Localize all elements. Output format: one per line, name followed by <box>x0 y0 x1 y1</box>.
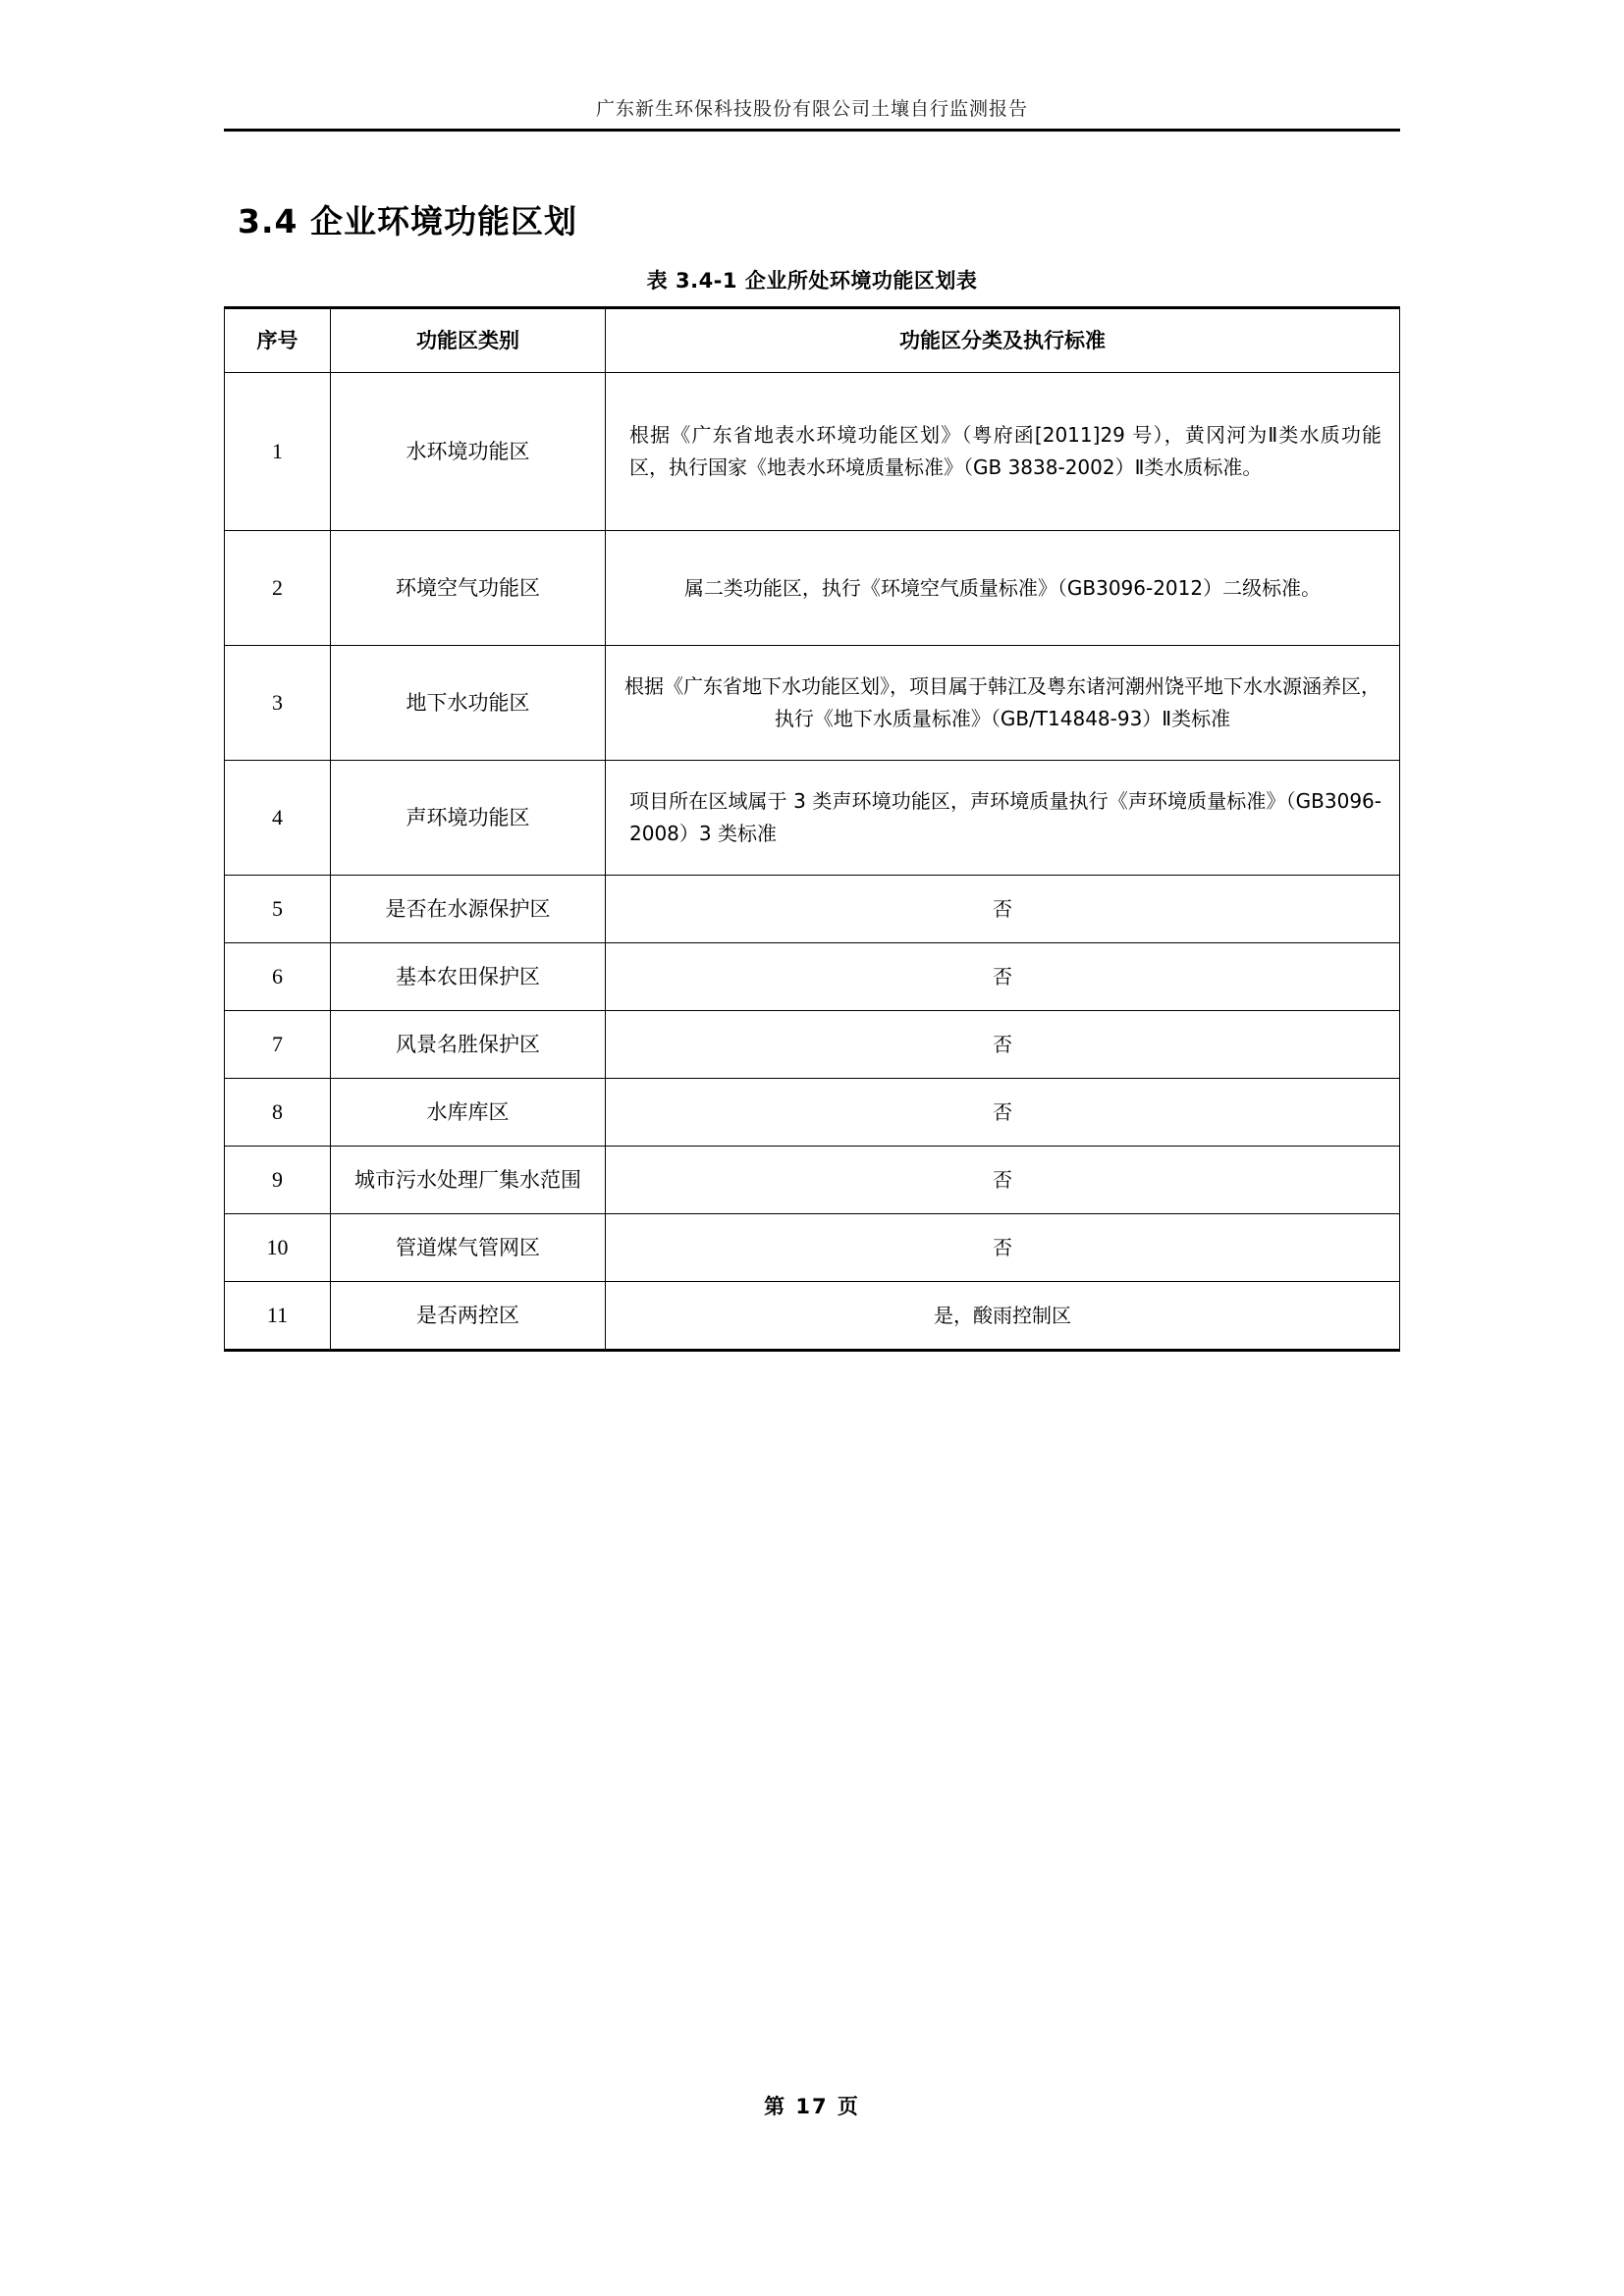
cell-category: 城市污水处理厂集水范围 <box>331 1147 606 1214</box>
table-row <box>225 373 1400 531</box>
cell-category: 是否两控区 <box>331 1282 606 1351</box>
cell-standard: 否 <box>606 1147 1400 1214</box>
column-header-category: 功能区类别 <box>331 308 606 373</box>
cell-index: 10 <box>225 1214 331 1282</box>
cell-standard: 是，酸雨控制区 <box>606 1282 1400 1351</box>
table-row <box>225 761 1400 876</box>
cell-index: 4 <box>225 761 331 876</box>
cell-index: 3 <box>225 646 331 761</box>
table-caption: 表 3.4-1 企业所处环境功能区划表 <box>646 269 978 293</box>
table-row <box>225 531 1400 646</box>
cell-standard: 根据《广东省地表水环境功能区划》（粤府函[2011]29 号），黄冈河为Ⅱ类水质功能区，执行国家《地表水环境质量标准》（GB 3838-2002）Ⅱ类水质标准。 <box>606 373 1400 531</box>
cell-category: 地下水功能区 <box>331 646 606 761</box>
cell-category: 基本农田保护区 <box>331 943 606 1011</box>
cell-standard: 否 <box>606 876 1400 943</box>
environment-zoning-table <box>224 306 1400 1352</box>
table-row <box>225 1147 1400 1214</box>
cell-standard: 否 <box>606 943 1400 1011</box>
cell-category: 管道煤气管网区 <box>331 1214 606 1282</box>
page-footer: 第 17 页 <box>764 2095 860 2118</box>
cell-index: 9 <box>225 1147 331 1214</box>
cell-standard: 根据《广东省地下水功能区划》，项目属于韩江及粤东诸河潮州饶平地下水水源涵养区，执行《地下水质量标准》（GB/T14848-93）Ⅱ类标准 <box>606 646 1400 761</box>
cell-standard: 否 <box>606 1011 1400 1079</box>
cell-index: 7 <box>225 1011 331 1079</box>
table-row <box>225 646 1400 761</box>
cell-index: 11 <box>225 1282 331 1351</box>
table-row <box>225 876 1400 943</box>
cell-category: 风景名胜保护区 <box>331 1011 606 1079</box>
cell-index: 2 <box>225 531 331 646</box>
table-row <box>225 943 1400 1011</box>
cell-category: 环境空气功能区 <box>331 531 606 646</box>
cell-standard: 否 <box>606 1079 1400 1147</box>
table-row <box>225 1079 1400 1147</box>
running-header: 广东新生环保科技股份有限公司土壤自行监测报告 <box>595 98 1028 120</box>
cell-standard: 否 <box>606 1214 1400 1282</box>
table-row <box>225 1282 1400 1351</box>
cell-standard: 属二类功能区，执行《环境空气质量标准》（GB3096-2012）二级标准。 <box>606 531 1400 646</box>
table-row <box>225 1011 1400 1079</box>
cell-category: 声环境功能区 <box>331 761 606 876</box>
cell-index: 6 <box>225 943 331 1011</box>
cell-category: 水环境功能区 <box>331 373 606 531</box>
cell-index: 8 <box>225 1079 331 1147</box>
cell-category: 水库库区 <box>331 1079 606 1147</box>
cell-standard: 项目所在区域属于 3 类声环境功能区，声环境质量执行《声环境质量标准》（GB3096-2008）3 类标准 <box>606 761 1400 876</box>
table-header-row <box>225 308 1400 373</box>
column-header-standard: 功能区分类及执行标准 <box>606 308 1400 373</box>
cell-index: 1 <box>225 373 331 531</box>
cell-index: 5 <box>225 876 331 943</box>
cell-category: 是否在水源保护区 <box>331 876 606 943</box>
column-header-index: 序号 <box>225 308 331 373</box>
table-row <box>225 1214 1400 1282</box>
page-title: 3.4 企业环境功能区划 <box>238 202 577 241</box>
header-divider <box>224 129 1400 132</box>
